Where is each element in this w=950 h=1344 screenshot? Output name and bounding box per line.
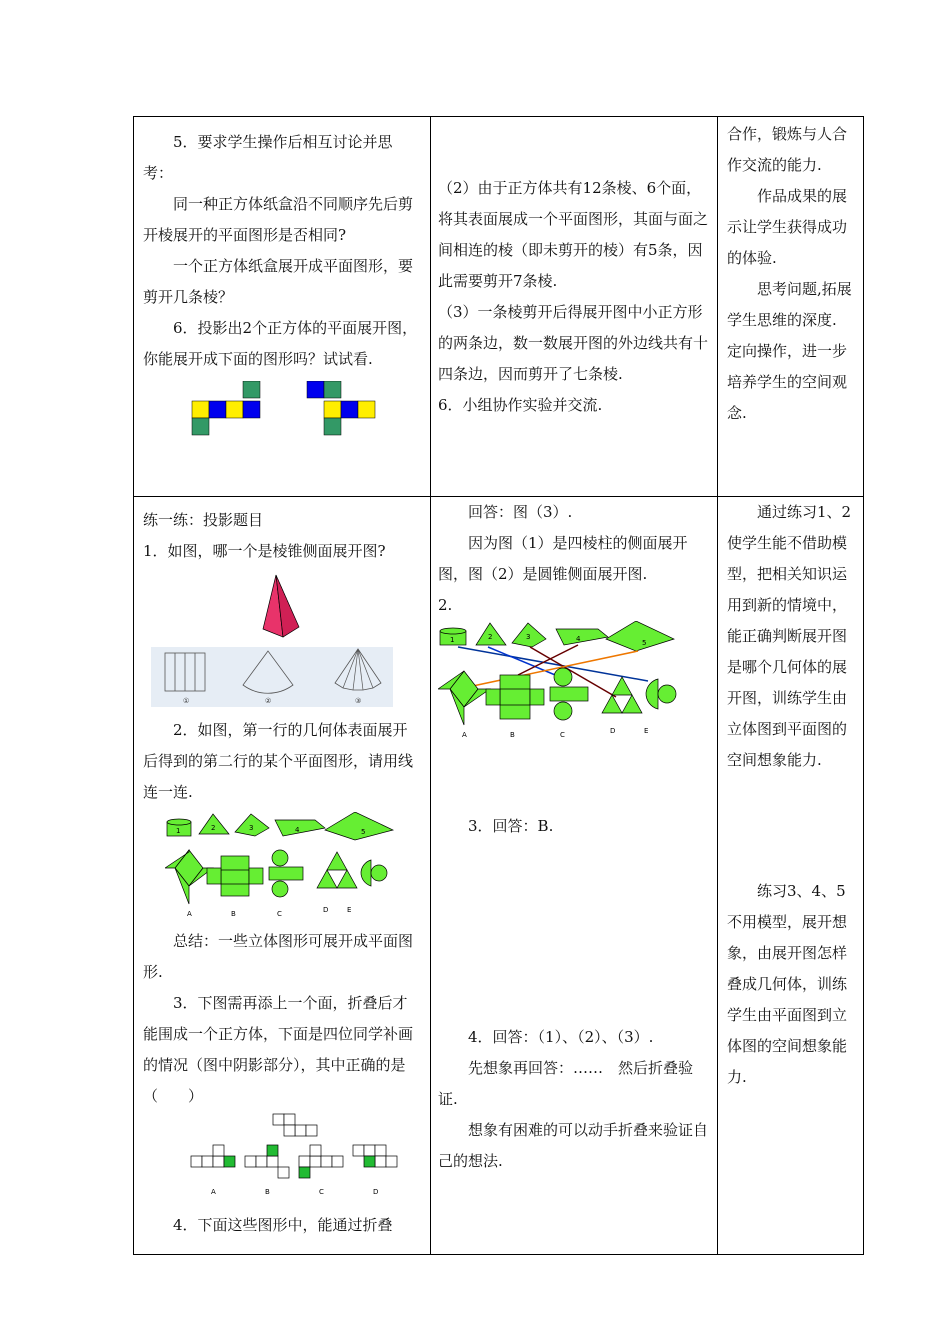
answer-1-reason: 因为图（1）是四棱柱的侧面展开图，图（2）是圆锥侧面展开图. [438,534,688,583]
row1-col1-p4: 6．投影出2个正方体的平面展开图，你能展开成下面的图形吗？试试看. [143,319,418,368]
q3-label-a: A [211,1188,216,1196]
row2-col3-p1: 通过练习1、2使学生能不借助模型，把相关知识运用到新的情境中，能正确判断展开图是哪个几何体的展开图，训练学生由立体图到平面图的空间想象能力. [727,503,852,769]
nets-row [165,850,387,918]
question-1: 1．如图，哪一个是棱锥侧面展开图? [143,542,386,560]
answer-solid-label-5: 5 [642,639,647,647]
answer-solid-label-1: 1 [450,636,455,644]
solid-label-5: 5 [361,828,366,836]
row1-col2 [431,117,718,497]
answer-3: 3．回答：B. [468,817,554,835]
summary-text: 总结：一些立体图形可展开成平面图形. [143,932,414,981]
answer-4-tip: 想象有困难的可以动手折叠来验证自己的想法. [438,1121,709,1170]
answer-net-label-a: A [462,731,467,739]
solids-row [167,812,393,840]
q1-label-2: ② [265,697,272,705]
net-label-a: A [187,910,192,918]
answer-solid-label-3: 3 [526,633,531,641]
row2-col1 [134,497,431,1255]
pyramid-figure [143,569,393,709]
lesson-table [133,116,864,1255]
answer-net-label-d: D [610,727,616,735]
q1-label-1: ① [183,697,190,705]
answer-4-method: 先想象再回答：…… 然后折叠验证. [438,1059,694,1108]
q3-label-d: D [373,1188,379,1196]
question-2: 2．如图，第一行的几何体表面展开后得到的第二行的某个平面图形，请用线连一连. [143,721,414,801]
solid-label-4: 4 [295,826,300,834]
row1-col3 [718,117,864,497]
answer-4: 4．回答：（1）、（2）、（3）. [468,1028,654,1046]
q3-label-b: B [265,1188,270,1196]
row1-col1 [134,117,431,497]
row1-col1-p3: 一个正方体纸盒展开成平面图形，要剪开几条棱？ [143,257,414,306]
solids-nets-figure-left [165,812,405,922]
row1-col3-p3: 思考问题,拓展学生思维的深度. [727,280,852,329]
net-label-b: B [231,910,236,918]
row1-col1-p1: 5．要求学生操作后相互讨论并思考： [143,133,393,182]
row1-col3-p2: 作品成果的展示让学生获得成功的体验. [727,187,848,267]
net-label-c: C [277,910,282,918]
solid-label-3: 3 [249,824,254,832]
net-label-d: D [323,906,329,914]
row2-col3 [718,497,864,1255]
practice-heading: 练一练：投影题目 [143,511,264,529]
answer-net-label-c: C [560,731,565,739]
row2-col2 [431,497,718,1255]
answer-solid-label-2: 2 [488,633,493,641]
q3-label-c: C [319,1188,324,1196]
row1-col2-p3: 6．小组协作实验并交流. [438,396,603,414]
answer-net-label-b: B [510,731,515,739]
answer-1: 回答：图（3）. [468,503,573,521]
solids-nets-figure-answer [438,621,678,741]
cube-net-figures [175,381,395,443]
row1-col2-p1: （2）由于正方体共有12条棱、6个面，将其表面展成一个平面图形，其面与面之间相连的棱（即未剪开的棱）有5条，因此需要剪开7条棱. [438,179,709,290]
q1-label-3: ③ [355,697,362,705]
net-label-e: E [347,906,352,914]
row1-col1-p2: 同一种正方体纸盒沿不同顺序先后剪开棱展开的平面图形是否相同? [143,195,414,244]
row1-col2-p2: （3）一条棱剪开后得展开图中小正方形的两条边，数一数展开图的外边线共有十四条边，因而剪开了七条棱. [438,303,709,383]
row2-col3-p2: 练习3、4、5不用模型，展开想象，由展开图怎样叠成几何体，训练学生由平面图到立体图的空间想象能力. [727,882,848,1086]
question-3: 3．下图需再添上一个面，折叠后才能围成一个正方体，下面是四位同学补画的情况（图中阴影部分），其中正确的是（ ） [143,994,414,1105]
solid-label-2: 2 [211,824,216,832]
answer-solid-label-4: 4 [576,635,581,643]
solid-label-1: 1 [176,827,181,835]
cube-shading-figure [183,1112,413,1200]
question-4: 4．下面这些图形中，能通过折叠 [173,1216,393,1234]
answer-2: 2. [438,596,453,614]
row1-col3-p4: 定向操作，进一步培养学生的空间观念. [727,342,848,422]
answer-net-label-e: E [644,727,649,735]
row1-col3-p1: 合作，锻炼与人合作交流的能力. [727,125,848,174]
